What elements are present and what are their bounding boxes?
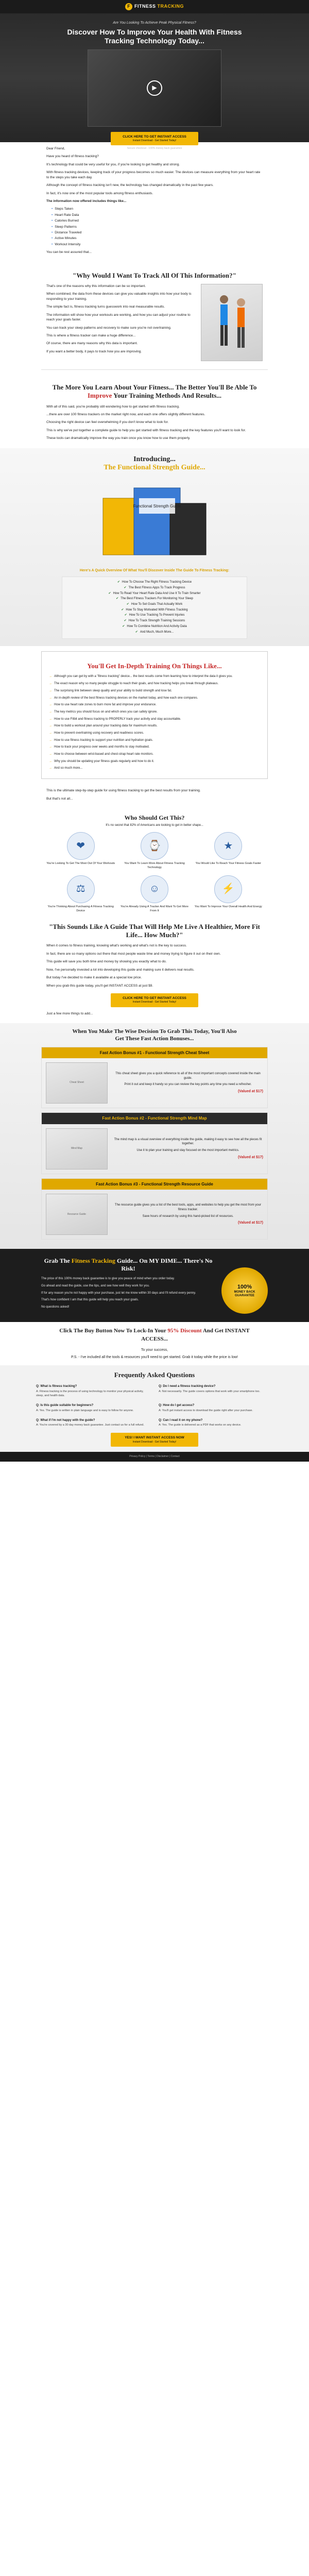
who-grid	[46, 832, 263, 913]
order-title-a: Click The Buy Button Now To Lock-In Your	[59, 1328, 168, 1334]
why-para: The information will show how your workouts are working, and how you can adjust your routine to reach your goals faster.	[46, 313, 191, 322]
order-title-b: And Get INSTANT ACCESS...	[141, 1328, 250, 1343]
list-item: • Calories Burned	[52, 218, 263, 223]
intro-line-2: The Functional Strength Guide...	[104, 464, 205, 472]
list-item: • Heart Rate Data	[52, 213, 263, 217]
bonus-text: Use it to plan your training and stay focused on the most important metrics.	[136, 1148, 239, 1152]
seal-text: GUARANTEE	[234, 1294, 254, 1297]
sales-letter	[46, 142, 263, 262]
guarantee-title-b: Guide... On MY DIME... There's No Risk!	[115, 1257, 213, 1273]
list-item: ✔ The Best Fitness Trackers For Monitoring Your Sleep	[67, 597, 242, 601]
faq-item	[36, 1384, 150, 1398]
smile-icon: ☺	[141, 875, 168, 903]
hero-cta-button[interactable]	[111, 132, 198, 146]
bonus-image: Mind Map	[46, 1128, 108, 1170]
book-label: Functional Strength Guide	[133, 504, 181, 509]
who-subtitle: It's no secret that 82% of Americans are looking to get in better shape...	[106, 824, 203, 827]
bonus-card	[41, 1112, 268, 1174]
training-box	[41, 651, 268, 779]
who-card-label: You Would Like To Reach Your Fitness Goals Faster	[195, 862, 262, 866]
intro-line: With fitness tracking devices, keeping track of your progress becomes so much easier. The devices can measure everything from your heart rate to the steps you take each day.	[46, 171, 261, 179]
faq-question: Q: What if I'm not happy with the guide?	[36, 1418, 95, 1422]
guarantee-seal-icon	[221, 1267, 268, 1314]
list-item: → How to build a workout plan around your tracking data for maximum results.	[49, 724, 260, 728]
product-image	[82, 478, 227, 565]
info-heading: The information now offered includes things like...	[46, 199, 127, 203]
bonus-text: This cheat sheet gives you a quick reference to all of the most important concepts covered inside the main guide.	[115, 1072, 261, 1080]
quick-overview-list	[62, 577, 247, 639]
list-item: ✔ How To Combine Nutrition And Activity Data	[67, 624, 242, 629]
who-card-label: You Want To Learn More About Fitness Tracking Technology	[124, 862, 185, 869]
final-cta-label: YES! I WANT INSTANT ACCESS NOW	[125, 1436, 184, 1440]
list-item: → Why you should be updating your fitness goals regularly and how to do it.	[49, 759, 260, 764]
seal-text: MONEY BACK	[234, 1290, 255, 1294]
list-item: • Steps Taken	[52, 207, 263, 211]
faq-item	[159, 1403, 273, 1413]
faq-answer: A: You're covered by a 30 day money back guarantee. Just contact us for a full refund.	[36, 1423, 144, 1427]
list-item: • Active Minutes	[52, 236, 263, 241]
seal-text: 100%	[237, 1283, 252, 1290]
guarantee-title-yel: Fitness Tracking	[71, 1257, 115, 1265]
outro-para: This is the ultimate step-by-step guide for using fitness tracking to get the best results from your training.	[46, 789, 201, 793]
bonus-image: Resource Guide	[46, 1194, 108, 1235]
price-para: In fact, there are so many options out there that most people waste time and money trying to figure it out on their own.	[46, 952, 221, 956]
scale-icon: ⚖	[67, 875, 95, 903]
list-item: → How to use heart rate zones to burn more fat and improve your endurance.	[49, 703, 260, 707]
guarantee-title-a: Grab The	[44, 1257, 72, 1265]
hero-title: Discover How To Improve Your Health With Fitness Tracking Technology Today...	[67, 28, 242, 45]
bonus-head: Fast Action Bonus #1 - Functional Strength Cheat Sheet	[42, 1047, 267, 1059]
logo-text-b: TRACKING	[156, 4, 184, 9]
outro-para: But that's not all...	[46, 796, 73, 801]
order-section	[46, 1327, 263, 1360]
more-headline-red: Improve	[87, 392, 112, 400]
faq-item	[36, 1418, 150, 1428]
bonus-value: (Valued at $17)	[237, 1090, 263, 1094]
training-outro	[46, 784, 263, 808]
more-headline	[46, 383, 263, 400]
why-para: That's one of the reasons why this information can be so important.	[46, 284, 146, 288]
list-item: → And so much more...	[49, 766, 260, 771]
price-para: When it comes to fitness training, knowing what's working and what's not is the key to success.	[46, 944, 187, 948]
price-note: Just a few more things to add...	[46, 1011, 93, 1015]
who-card	[46, 875, 115, 913]
list-item: → How to track your progress over weeks and months to stay motivated.	[49, 745, 260, 750]
energy-icon: ⚡	[214, 875, 242, 903]
list-item: • Distance Traveled	[52, 230, 263, 235]
faq-title: Frequently Asked Questions	[114, 1371, 195, 1379]
who-card	[194, 832, 263, 870]
faq-question: Q: Do I need a fitness tracking device?	[159, 1385, 216, 1388]
info-list	[52, 207, 263, 247]
list-item: → How to choose between wrist-based and chest-strap heart rate monitors.	[49, 752, 260, 757]
bonus-text: The resource guide gives you a list of the best tools, apps, and websites to help you get the most from your fitness tracker.	[114, 1204, 262, 1211]
list-item: → How to use Fitbit and fitness tracking to PROPERLY track your activity and stay accountable.	[49, 717, 260, 722]
list-item: ✔ How To Stay Motivated With Fitness Tracking	[67, 608, 242, 613]
why-para: This is where a fitness tracker can make a huge difference...	[46, 333, 136, 337]
runner-icon	[206, 289, 258, 356]
price-headline: "This Sounds Like A Guide That Will Help Me Live A Healthier, More Fit Life... How Much?"	[49, 922, 260, 939]
list-item: → Although you can get by with a "fitness tracking" device... the best results come from learning how to interpret the data it gives you.	[49, 674, 260, 679]
guarantee-para: No questions asked!	[41, 1306, 70, 1309]
star-icon: ★	[214, 832, 242, 860]
signoff: To your success,	[141, 1348, 168, 1352]
why-para: Of course, there are many reasons why this data is important.	[46, 342, 138, 346]
guarantee-section	[0, 1249, 309, 1322]
list-item: • Workout Intensity	[52, 242, 263, 247]
list-item: → The surprising link between sleep quality and your ability to build strength and lose fat.	[49, 689, 260, 693]
list-item: ✔ How To Track Strength Training Sessions	[67, 619, 242, 623]
intro-line: In fact, it's now one of the most popular tools among fitness enthusiasts.	[46, 191, 153, 195]
watch-icon: ⌚	[141, 832, 168, 860]
heart-icon: ❤	[67, 832, 95, 860]
intro-line-1: Introducing...	[133, 455, 176, 463]
hero-pre-headline: Are You Looking To Achieve Peak Physical Fitness?	[113, 21, 196, 25]
faq-question: Q: What is fitness tracking?	[36, 1385, 77, 1388]
who-title: Who Should Get This?	[124, 814, 185, 821]
price-section	[46, 913, 263, 1023]
bonus-section	[0, 1023, 309, 1249]
training-list	[49, 674, 260, 771]
mid-cta-sub: Instant Download - Get Started Today!	[132, 1001, 177, 1004]
training-headline: You'll Get In-Depth Training On Things Like...	[87, 662, 222, 670]
final-cta-sub: Instant Download - Get Started Today!	[132, 1440, 177, 1444]
mid-cta-button[interactable]	[111, 993, 198, 1007]
video-player[interactable]	[88, 49, 221, 127]
hero-cta-note: Secure checkout - 100% money back guarantee	[127, 147, 182, 150]
greeting: Dear Friend,	[46, 147, 65, 150]
footer	[0, 1452, 309, 1462]
divider	[41, 369, 268, 370]
faq-section	[0, 1365, 309, 1451]
quick-overview-title: Here's A Quick Overview Of What You'll Discover Inside The Guide To Fitness Tracking:	[79, 569, 230, 573]
bonus-image: Cheat Sheet	[46, 1062, 108, 1104]
guarantee-para: That's how confident I am that this guide will help you reach your goals.	[41, 1298, 139, 1302]
bonus-card	[41, 1047, 268, 1109]
faq-item	[159, 1384, 273, 1398]
runners-image	[201, 284, 263, 361]
guarantee-para: If for any reason you're not happy with your purchase, just let me know within 30 days and I'll refund every penny.	[41, 1291, 196, 1295]
why-para: If you want a better body, it pays to track how you are improving.	[46, 349, 142, 353]
who-card-label: You're Looking To Get The Most Out Of Your Workouts	[46, 862, 115, 866]
more-para: These tools can dramatically improve the way you train once you know how to use them properly.	[46, 436, 191, 440]
price-para: When you grab this guide today, you'll get INSTANT ACCESS at just $9.	[46, 984, 153, 988]
list-item: ✔ How To Read Your Heart Rate Data And Use It To Train Smarter	[67, 591, 242, 596]
bonus-value: (Valued at $17)	[237, 1155, 263, 1159]
price-para: Now, I've personally invested a lot into developing this guide and making sure it delivers real results.	[46, 968, 195, 972]
more-para: With all of this said, you're probably still wondering how to get started with fitness tracking.	[46, 404, 180, 409]
why-para: The simple fact is, fitness tracking turns guesswork into real measurable results.	[46, 305, 165, 309]
faq-grid	[36, 1384, 273, 1428]
who-card	[46, 832, 115, 870]
list-item: → The key metrics you should focus on and which ones you can safely ignore.	[49, 710, 260, 715]
bonus-text: The mind map is a visual overview of everything inside the guide, making it easy to see how all the pieces fit together.	[114, 1138, 262, 1146]
intro-title	[0, 455, 309, 473]
more-para: ...there are over 100 fitness trackers on the market right now, and each one offers slightly different features.	[46, 412, 205, 416]
why-headline: "Why Would I Want To Track All Of This Information?"	[73, 271, 236, 279]
ps-note: P.S. - I've included all the tools & resources you'll need to get started. Grab it today while the price is low!	[71, 1355, 238, 1360]
logo-text-a: FITNESS	[134, 4, 156, 9]
who-card-label: You Want To Improve Your Overall Health And Energy	[194, 905, 262, 908]
list-item: → The exact reason why so many people struggle to reach their goals, and how tracking helps you break through plateaus.	[49, 682, 260, 686]
bonus-head: Fast Action Bonus #2 - Functional Strength Mind Map	[42, 1113, 267, 1124]
final-cta-button[interactable]	[111, 1433, 198, 1447]
order-title-red: 95% Discount	[167, 1328, 202, 1334]
price-para: This guide will save you both time and money by showing you exactly what to do.	[46, 960, 167, 964]
faq-answer: A: Fitness tracking is the process of using technology to monitor your physical activity, sleep, and health data.	[36, 1389, 144, 1397]
footer-links[interactable]: Privacy Policy | Terms | Disclaimer | Contact	[129, 1454, 180, 1458]
faq-answer: A: You'll get instant access to download the guide right after your purchase.	[159, 1409, 253, 1412]
more-para: Choosing the right device can feel overwhelming if you don't know what to look for.	[46, 420, 169, 425]
faq-question: Q: How do I get access?	[159, 1403, 195, 1407]
bonus-text: Print it out and keep it handy so you can review the key points any time you need a refresher.	[124, 1083, 252, 1087]
bonus-text: Save hours of research by using this hand-picked list of resources.	[142, 1214, 234, 1218]
play-icon[interactable]: ▶	[147, 80, 162, 96]
bonus-title: When You Make The Wise Decision To Grab This Today, You'll Also Get These Fast Action Bonuses...	[72, 1028, 237, 1042]
intro-line: It's technology that could be very useful for you, if you're looking to get healthy and strong.	[46, 162, 180, 166]
bonus-head: Fast Action Bonus #3 - Functional Strength Resource Guide	[42, 1179, 267, 1190]
guarantee-para: The price of this 100% money back guarantee is to give you peace of mind when you order today.	[41, 1277, 175, 1281]
who-card-label: You're Thinking About Purchasing A Fitness Tracking Device	[47, 905, 114, 912]
who-card-label: You're Already Using A Tracker And Want To Get More From It	[120, 905, 188, 912]
who-card	[194, 875, 263, 913]
list-item: ✔ How To Use Tracking To Prevent Injuries	[67, 613, 242, 618]
list-item: ✔ How To Set Goals That Actually Work	[67, 602, 242, 607]
logo-text	[134, 3, 184, 10]
why-section	[46, 262, 263, 365]
more-headline-a: The More You Learn About Your Fitness... The Better You'll Be Able To	[52, 383, 257, 391]
hero-cta-label: CLICK HERE TO GET INSTANT ACCESS	[123, 134, 186, 139]
faq-answer: A: Yes. The guide is delivered as a PDF that works on any device.	[159, 1423, 242, 1427]
book-bundle-icon	[82, 478, 227, 565]
top-bar	[0, 0, 309, 13]
more-headline-b: Your Training Methods And Results...	[112, 392, 222, 400]
bonus-value: (Valued at $17)	[237, 1221, 263, 1225]
why-para: You can track your sleep patterns and recovery to make sure you're not overtraining.	[46, 326, 171, 330]
bonus-card	[41, 1178, 268, 1240]
intro-line: Although the concept of fitness tracking isn't new, the technology has changed dramatically in the past few years.	[46, 183, 214, 188]
faq-answer: A: Not necessarily. The guide covers options that work with your smartphone too.	[159, 1389, 260, 1393]
list-item: ✔ How To Choose The Right Fitness Tracking Device	[67, 580, 242, 585]
guarantee-title	[41, 1257, 215, 1273]
faq-item	[159, 1418, 273, 1428]
logo-icon: F	[125, 3, 132, 10]
faq-question: Q: Is this guide suitable for beginners?	[36, 1403, 94, 1407]
mid-cta-label: CLICK HERE TO GET INSTANT ACCESS	[123, 996, 186, 1000]
product-intro	[0, 448, 309, 647]
who-card	[120, 875, 188, 913]
who-section	[0, 814, 309, 913]
intro-line: Have you heard of fitness tracking?	[46, 155, 99, 159]
list-item: → How to use fitness tracking to support your nutrition and hydration goals.	[49, 738, 260, 743]
list-item: → How to prevent overtraining using recovery and readiness scores.	[49, 731, 260, 736]
guarantee-para: Go ahead and read the guide, use the tips, and see how well they work for you.	[41, 1284, 150, 1287]
order-title	[46, 1327, 263, 1344]
more-para: This is why we've put together a complete guide to help you get started with fitness tracking and the key features you'll want to look for.	[46, 428, 246, 432]
hero-cta-sub: Instant Download - Get Started Today!	[132, 139, 177, 143]
list-item: • Sleep Patterns	[52, 225, 263, 229]
faq-item	[36, 1403, 150, 1413]
list-item: ✔ And Much, Much More...	[67, 630, 242, 635]
why-para: When combined, the data from these devices can give you valuable insights into how your body is responding to your training.	[46, 292, 192, 301]
who-card	[120, 832, 188, 870]
faq-answer: A: Yes. The guide is written in plain language and is easy to follow for anyone.	[36, 1409, 134, 1412]
list-item: ✔ The Best Fitness Apps To Track Progress	[67, 586, 242, 590]
more-section	[46, 374, 263, 448]
closing-line: You can be rest assured that...	[46, 250, 92, 255]
list-item: → An in-depth review of the best fitness tracking devices on the market today, and how each one compares.	[49, 696, 260, 701]
price-para: But today I've decided to make it available at a special low price.	[46, 976, 142, 980]
faq-question: Q: Can I read it on my phone?	[159, 1418, 203, 1422]
